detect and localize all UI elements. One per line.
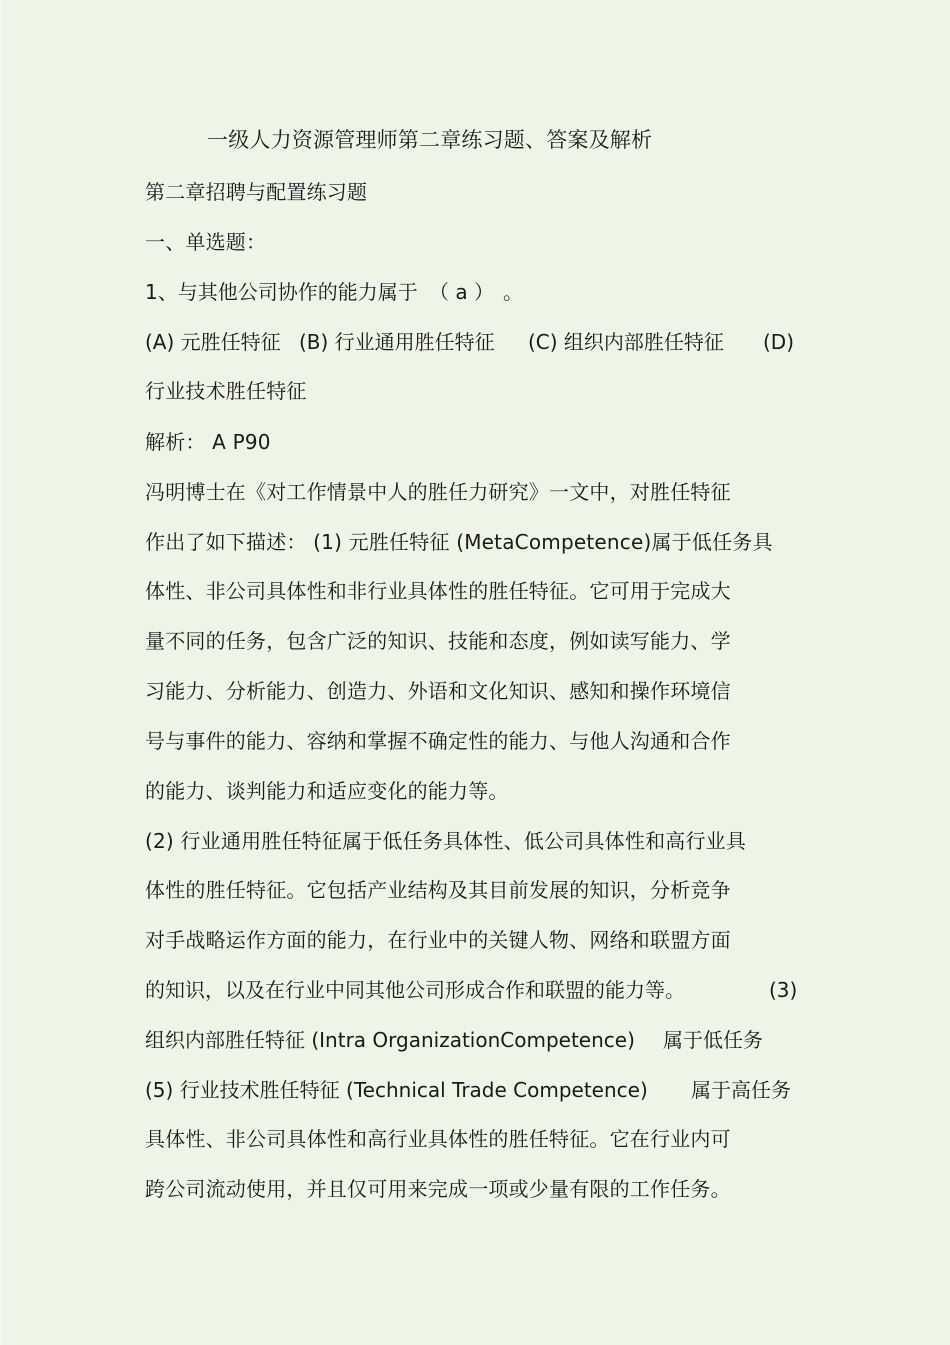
body-line: 体性、非公司具体性和非行业具体性的胜任特征。它可用于完成大	[145, 579, 731, 603]
item-number: (3)	[769, 978, 798, 1002]
answer-blank: （ a ）	[429, 280, 494, 304]
body-line: 冯明博士在《对工作情景中人的胜任力研究》一文中，对胜任特征	[145, 480, 731, 504]
option-b: (B) 行业通用胜任特征	[299, 330, 495, 354]
chapter-heading: 第二章招聘与配置练习题	[145, 180, 368, 204]
body-line: 习能力、分析能力、创造力、外语和文化知识、感知和操作环境信	[145, 679, 731, 703]
option-a: (A) 元胜任特征	[145, 330, 281, 354]
body-line-tail: 属于低任务	[663, 1028, 763, 1052]
body-line: (2) 行业通用胜任特征属于低任务具体性、低公司具体性和高行业具	[145, 829, 747, 853]
body-line: 的能力、谈判能力和适应变化的能力等。	[145, 779, 509, 803]
option-c: (C) 组织内部胜任特征	[528, 330, 724, 354]
option-d-text: 行业技术胜任特征	[145, 379, 307, 403]
analysis-label: 解析： A P90	[145, 430, 271, 454]
body-line: 量不同的任务，包含广泛的知识、技能和态度，例如读写能力、学	[145, 629, 731, 653]
body-line: 号与事件的能力、容纳和掌握不确定性的能力、与他人沟通和合作	[145, 729, 731, 753]
document-title: 一级人力资源管理师第二章练习题、答案及解析	[207, 128, 653, 152]
question-end-mark: 。	[503, 280, 523, 304]
body-line: 对手战略运作方面的能力，在行业中的关键人物、网络和联盟方面	[145, 928, 731, 952]
option-d: (D)	[763, 330, 795, 354]
body-line: 体性的胜任特征。它包括产业结构及其目前发展的知识，分析竞争	[145, 878, 731, 902]
body-line: 作出了如下描述： (1) 元胜任特征 (MetaCompetence)属于低任务具	[145, 530, 773, 554]
question-stem: 1、与其他公司协作的能力属于	[145, 280, 418, 304]
section-heading: 一、单选题：	[145, 230, 267, 254]
body-line: 跨公司流动使用，并且仅可用来完成一项或少量有限的工作任务。	[145, 1177, 731, 1201]
body-line: 的知识，以及在行业中同其他公司形成合作和联盟的能力等。	[145, 978, 685, 1002]
body-line: (5) 行业技术胜任特征 (Technical Trade Competence)	[145, 1078, 648, 1102]
body-line: 组织内部胜任特征 (Intra OrganizationCompetence)	[145, 1028, 635, 1052]
body-line-tail: 属于高任务	[691, 1078, 791, 1102]
body-line: 具体性、非公司具体性和高行业具体性的胜任特征。它在行业内可	[145, 1127, 731, 1151]
